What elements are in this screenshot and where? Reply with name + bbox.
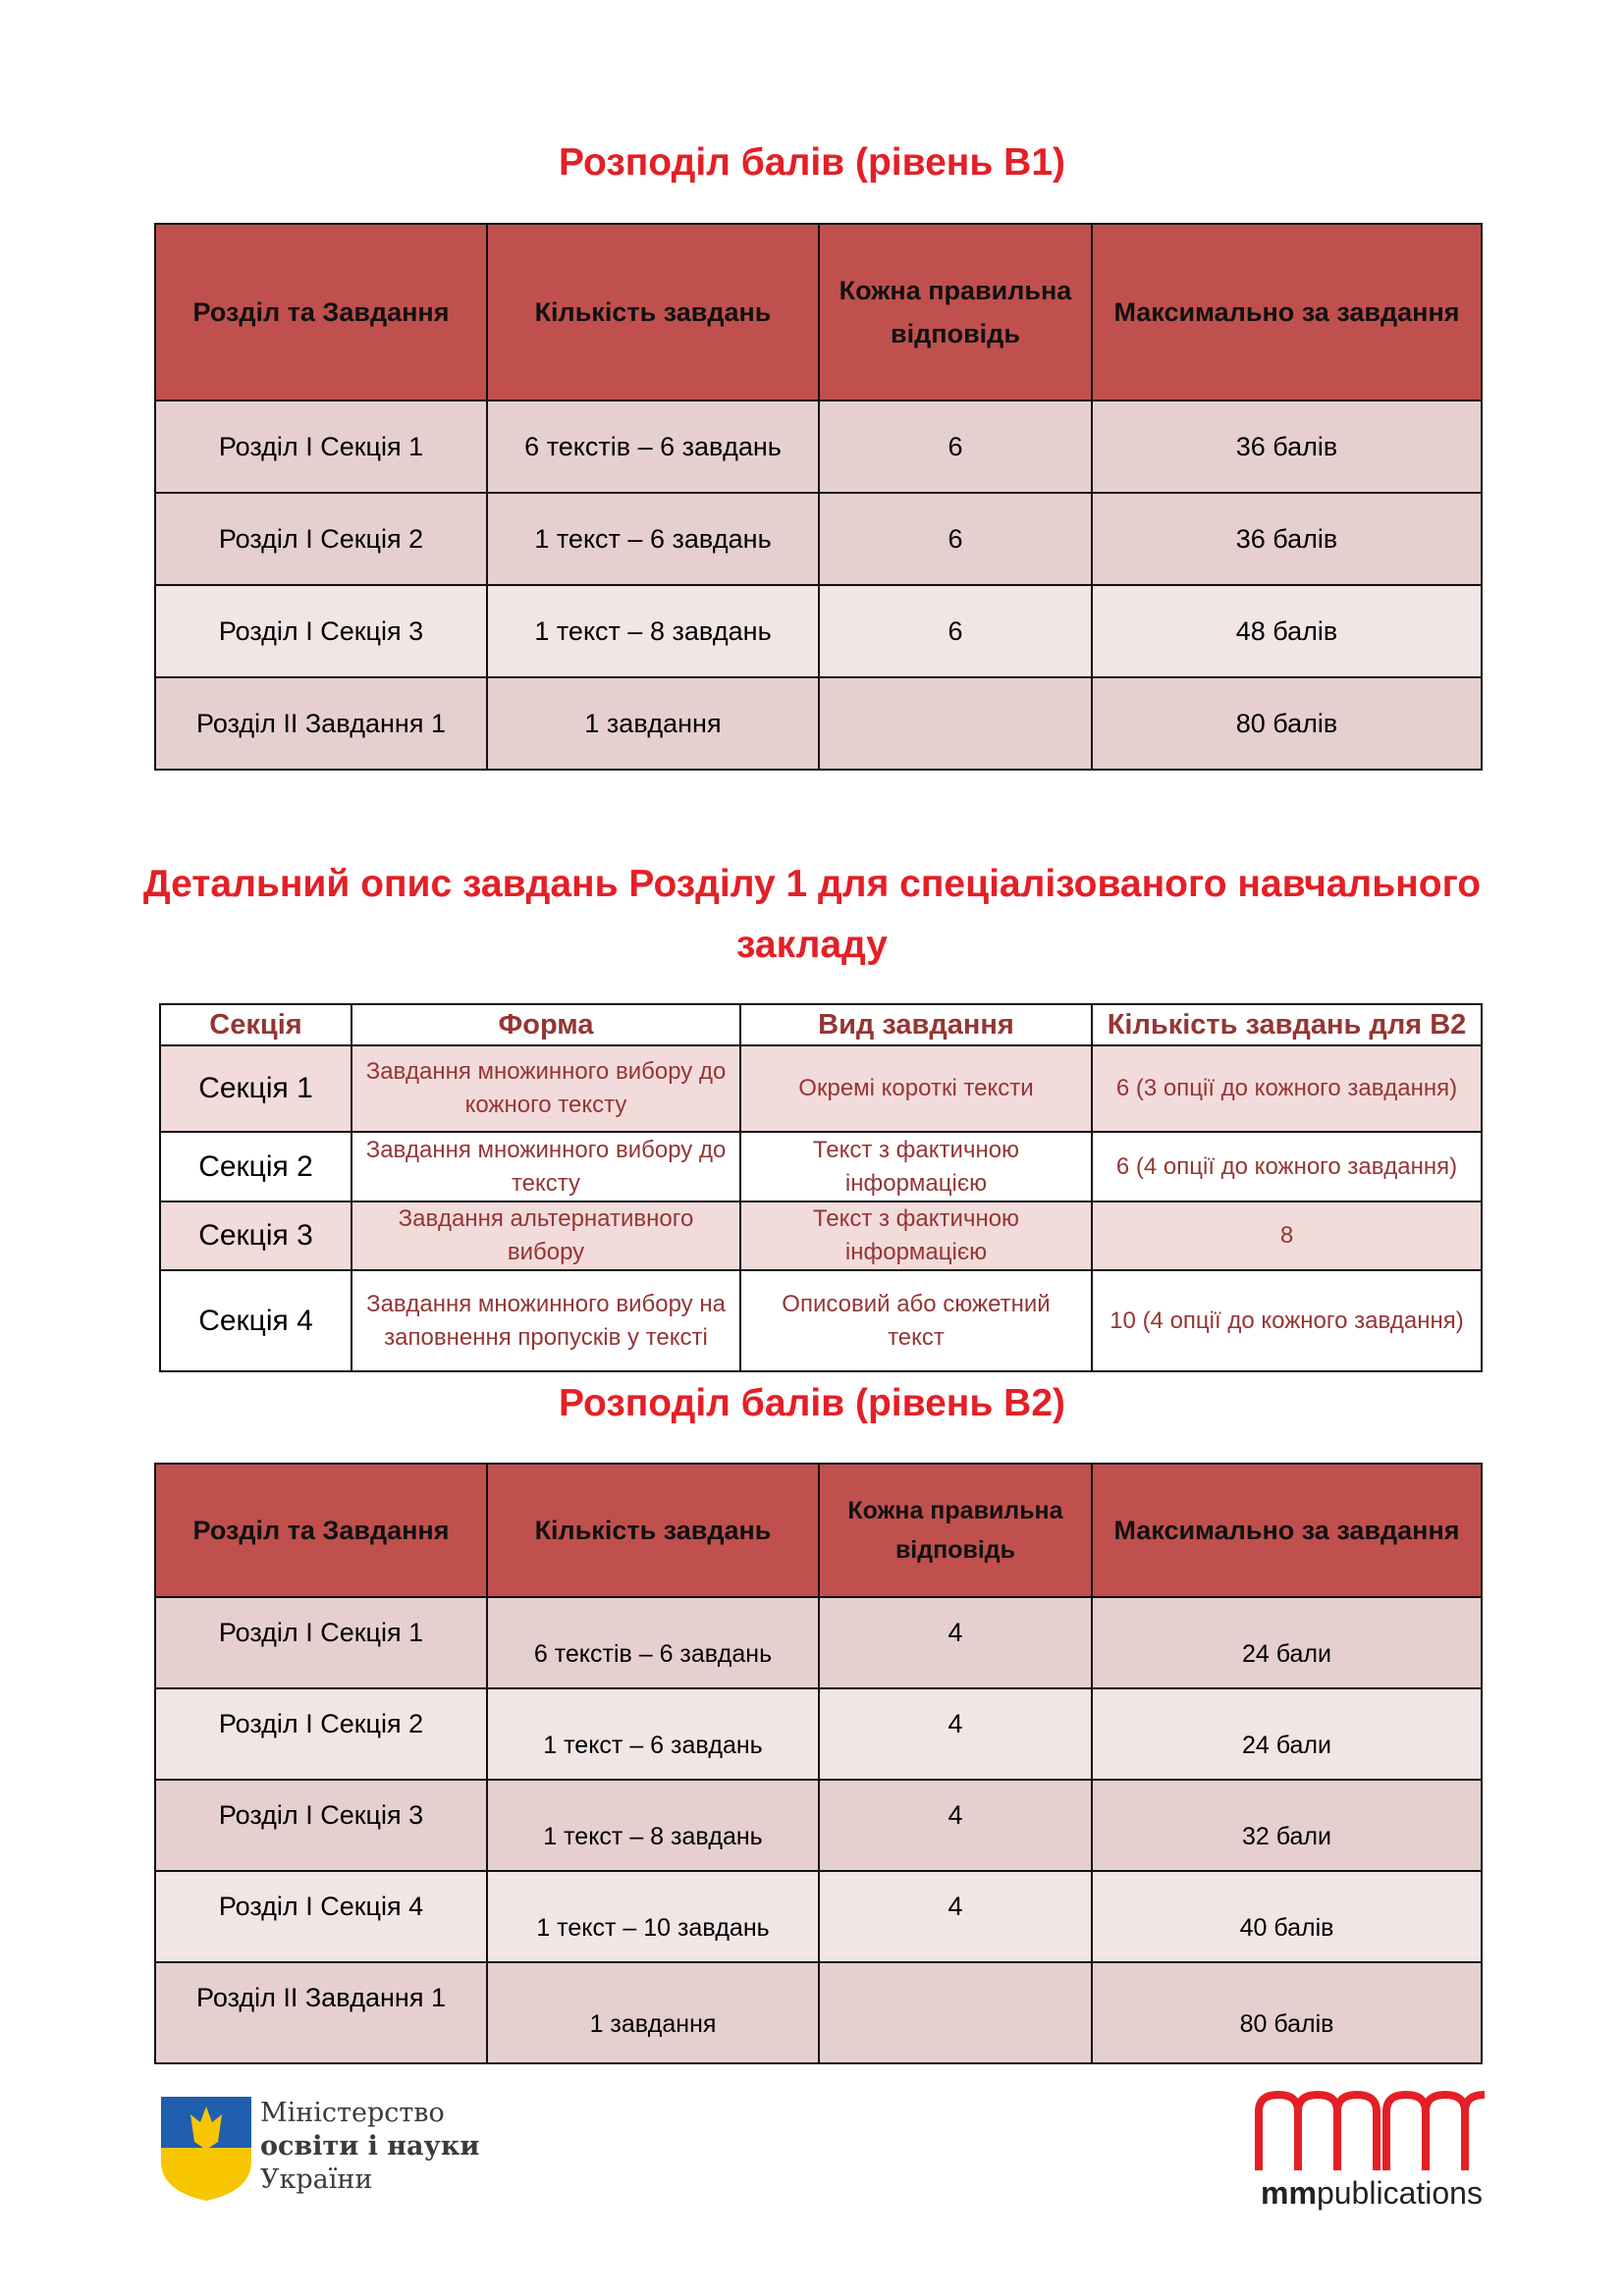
- table-row: Розділ I Секція 1 6 текстів – 6 завдань 4 24 бали: [155, 1597, 1482, 1688]
- header-section-task: Розділ та Завдання: [155, 1464, 487, 1597]
- table-row: Розділ II Завдання 1 1 завдання 80 балів: [155, 1962, 1482, 2063]
- detail-table: [159, 1003, 1483, 1372]
- b1-title: Розподіл балів (рівень В1): [558, 141, 1065, 184]
- table-row: Секція 1 Завдання множинного вибору до кожного тексту Окремі короткі тексти 6 (3 опції до кожного завдання): [160, 1045, 1482, 1132]
- mm-publications-logo: [1249, 2087, 1494, 2215]
- ministry-name: Міністерство освіти і науки України: [260, 2098, 480, 2195]
- table-row: Розділ II Завдання 1 1 завдання 80 балів: [155, 677, 1482, 770]
- b2-title: Розподіл балів (рівень В2): [558, 1382, 1065, 1424]
- table-row: Секція 3 Завдання альтернативного вибору Текст з фактичною інформацією 8: [160, 1201, 1482, 1270]
- header-task-count: Кількість завдань: [487, 1464, 819, 1597]
- table-row: Розділ I Секція 3 1 текст – 8 завдань 4 32 бали: [155, 1780, 1482, 1871]
- table-row: Секція 2 Завдання множинного вибору до тексту Текст з фактичною інформацією 6 (4 опції до кожного завдання): [160, 1132, 1482, 1201]
- table-row: Розділ I Секція 1 6 текстів – 6 завдань 6 36 балів: [155, 400, 1482, 493]
- publisher-name: mmpublications: [1261, 2175, 1483, 2211]
- header-task-count: Кількість завдань: [487, 224, 819, 400]
- coat-of-arms-icon: [157, 2093, 255, 2203]
- header-form: Форма: [352, 1004, 740, 1045]
- table-row: Розділ I Секція 4 1 текст – 10 завдань 4 40 балів: [155, 1871, 1482, 1962]
- table-row: Секція 4 Завдання множинного вибору на заповнення пропусків у тексті Описовий або сюжетний текст 10 (4 опції до кожного завдання): [160, 1270, 1482, 1371]
- table-row: Розділ I Секція 3 1 текст – 8 завдань 6 48 балів: [155, 585, 1482, 677]
- header-max-points: Максимально за завдання: [1092, 1464, 1482, 1597]
- b2-score-table: [154, 1463, 1483, 2064]
- header-task-type: Вид завдання: [740, 1004, 1092, 1045]
- ministry-logo: [157, 2093, 511, 2203]
- detail-title: Детальний опис завдань Розділу 1 для спеціалізованого навчального закладу: [142, 863, 1482, 966]
- header-per-answer: Кожна правильна відповідь: [819, 224, 1092, 400]
- header-section: Секція: [160, 1004, 352, 1045]
- header-section-task: Розділ та Завдання: [155, 224, 487, 400]
- table-row: Розділ I Секція 2 1 текст – 6 завдань 4 24 бали: [155, 1688, 1482, 1780]
- header-b2-count: Кількість завдань для В2: [1092, 1004, 1482, 1045]
- table-row: Розділ I Секція 2 1 текст – 6 завдань 6 36 балів: [155, 493, 1482, 585]
- books-icon: [1249, 2087, 1494, 2175]
- header-max-points: Максимально за завдання: [1092, 224, 1482, 400]
- b1-score-table: [154, 223, 1483, 771]
- header-per-answer: Кожна правильна відповідь: [819, 1464, 1092, 1597]
